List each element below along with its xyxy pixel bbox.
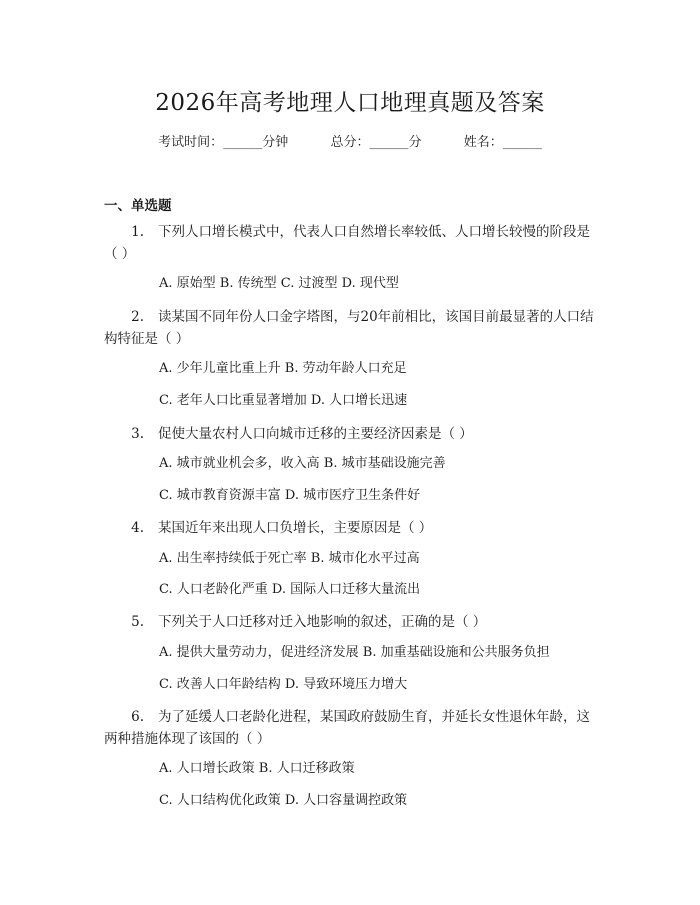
question-4 [104, 517, 600, 539]
question-stem: 促使大量农村人口向城市迁移的主要经济因素是（ ） [158, 426, 473, 442]
question-number: 3. [131, 426, 144, 442]
question-3 [104, 423, 600, 445]
question-5-options-row-1: A. 提供大量劳动力，促进经济发展 B. 加重基础设施和公共服务负担 [159, 645, 550, 660]
question-6 [104, 706, 600, 750]
question-4-options-row-2: C. 人口老龄化严重 D. 国际人口迁移大量流出 [159, 582, 421, 597]
exam-info-line [0, 131, 700, 150]
question-3-options-row-1: A. 城市就业机会多，收入高 B. 城市基础设施完善 [159, 456, 446, 471]
question-stem: 某国近年来出现人口负增长，主要原因是（ ） [158, 520, 433, 536]
question-5-options-row-2: C. 改善人口年龄结构 D. 导致环境压力增大 [159, 677, 408, 692]
question-number: 4. [131, 520, 144, 536]
question-2-options-row-1: A. 少年儿童比重上升 B. 劳动年龄人口充足 [159, 361, 407, 376]
question-stem: 读某国不同年份人口金字塔图，与20年前相比，该国目前最显著的人口结构特征是（ ） [104, 309, 594, 347]
question-3-options-row-2: C. 城市教育资源丰富 D. 城市医疗卫生条件好 [159, 488, 421, 503]
question-6-options-row-2: C. 人口结构优化政策 D. 人口容量调控政策 [159, 793, 408, 808]
name-blank: ______ [502, 135, 542, 150]
time-unit: 分钟 [262, 135, 289, 150]
question-2-options-row-2: C. 老年人口比重显著增加 D. 人口增长迅速 [159, 393, 408, 408]
score-label: 总分： [330, 135, 370, 150]
question-6-options-row-1: A. 人口增长政策 B. 人口迁移政策 [159, 761, 355, 776]
question-number: 6. [131, 709, 144, 725]
score-blank: ______ [369, 135, 409, 150]
time-label: 考试时间： [158, 135, 224, 150]
question-1 [104, 221, 600, 265]
section-heading: 一、单选题 [104, 198, 172, 214]
question-5 [104, 611, 600, 633]
question-1-options-row-1: A. 原始型 B. 传统型 C. 过渡型 D. 现代型 [159, 276, 399, 291]
page-title: 2026年高考地理人口地理真题及答案 [155, 90, 545, 116]
question-number: 1. [131, 224, 144, 240]
name-label: 姓名： [463, 135, 503, 150]
score-unit: 分 [408, 135, 422, 150]
question-4-options-row-1: A. 出生率持续低于死亡率 B. 城市化水平过高 [159, 551, 420, 566]
question-number: 2. [131, 309, 144, 325]
question-stem: 下列人口增长模式中，代表人口自然增长率较低、人口增长较慢的阶段是（ ） [104, 224, 590, 262]
time-blank: ______ [223, 135, 263, 150]
question-number: 5. [131, 614, 144, 630]
question-stem: 下列关于人口迁移对迁入地影响的叙述，正确的是（ ） [158, 614, 487, 630]
question-2 [104, 306, 600, 350]
question-stem: 为了延缓人口老龄化进程，某国政府鼓励生育，并延长女性退休年龄，这两种措施体现了该国的（ ） [104, 709, 590, 747]
